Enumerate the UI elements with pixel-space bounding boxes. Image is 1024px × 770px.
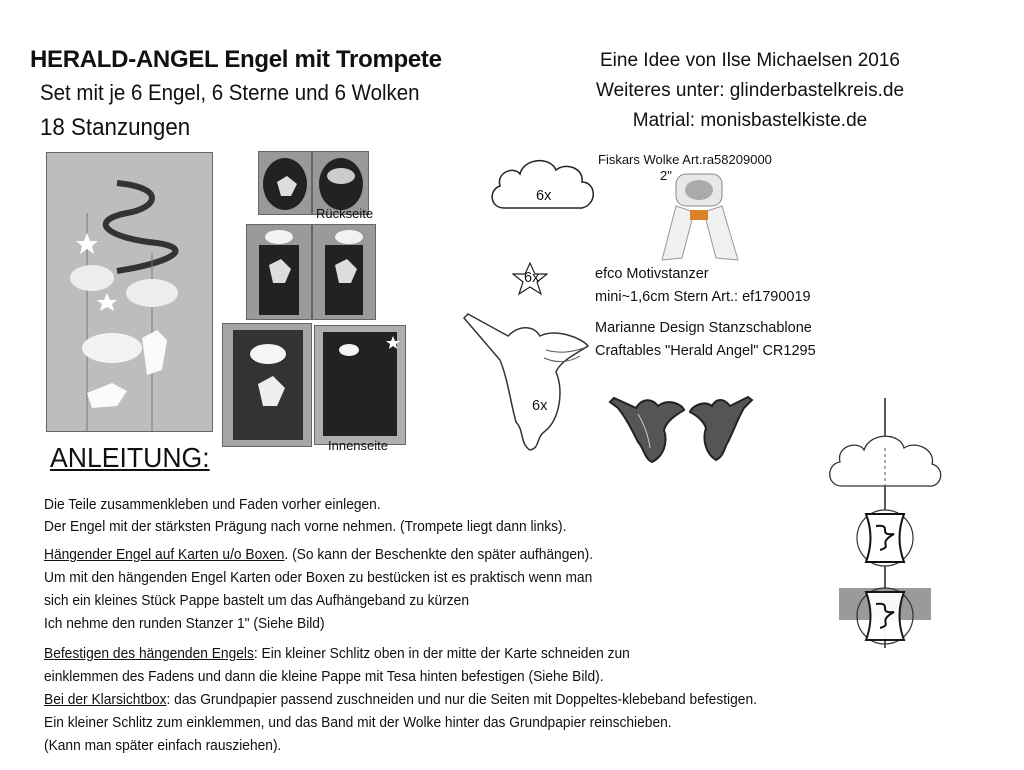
cloud-count: 6x xyxy=(536,188,552,204)
credit-material: Matrial: monisbastelkiste.de xyxy=(632,110,868,131)
instruction-p2-line2: Um mit den hängenden Engel Karten oder Boxen zu bestücken ist es praktisch wenn man xyxy=(44,570,593,586)
star-punch-article: mini~1,6cm Stern Art.: ef1790019 xyxy=(595,289,811,305)
angel-die-name: Marianne Design Stanzschablone xyxy=(595,320,812,336)
card-photo-box-right xyxy=(312,224,376,320)
cloud-punch-size: 2" xyxy=(660,168,672,183)
instruction-p4-line3: (Kann man später einfach rausziehen). xyxy=(44,738,282,754)
instruction-p4-line1 xyxy=(44,692,757,708)
angel-shape xyxy=(460,310,592,452)
instruction-p1-line1: Die Teile zusammenkleben und Faden vorher einlegen. xyxy=(44,497,381,513)
page-subtitle: Set mit je 6 Engel, 6 Sterne und 6 Wolken xyxy=(40,80,420,105)
credit-website: Weiteres unter: glinderbastelkreis.de xyxy=(595,80,905,101)
hanging-diagram xyxy=(824,398,944,658)
instruction-p3-line2: einklemmen des Fadens und dann die kleine Pappe mit Tesa hinten befestigen (Siehe Bild). xyxy=(44,669,604,685)
angel-die-large-icon xyxy=(608,378,686,464)
instruction-p4-line2: Ein kleiner Schlitz zum einklemmen, und das Band mit der Wolke hinter das Grundpapier reinschieben. xyxy=(44,715,672,731)
instruction-p2-heading: Hängender Engel auf Karten u/o Boxen xyxy=(44,547,285,563)
instruction-p3-line1 xyxy=(44,646,630,662)
credit-author: Eine Idee von Ilse Michaelsen 2016 xyxy=(600,50,900,71)
cloud-shape xyxy=(486,152,598,218)
mobile-photo xyxy=(46,152,213,432)
instruction-p4-heading: Bei der Klarsichtbox xyxy=(44,692,167,708)
instruction-p2-line1 xyxy=(44,547,593,563)
angel-die-small-icon xyxy=(686,388,754,464)
instruction-p2-line4: Ich nehme den runden Stanzer 1" (Siehe Bild) xyxy=(44,616,325,632)
instruction-p2-line3: sich ein kleines Stück Pappe bastelt um das Aufhängeband zu kürzen xyxy=(44,593,470,609)
instruction-p2-tail: . (So kann der Beschenkte den später aufhängen). xyxy=(284,547,594,563)
label-inside: Innenseite xyxy=(328,438,388,453)
card-photo-box-left xyxy=(246,224,312,320)
label-back-side: Rückseite xyxy=(316,206,374,221)
instruction-p3-heading: Befestigen des hängenden Engels xyxy=(44,646,254,662)
card-photo-front-oval xyxy=(258,151,312,215)
cloud-punch-name: Fiskars Wolke Art.ra58209000 xyxy=(598,152,772,167)
star-punch-name: efco Motivstanzer xyxy=(595,266,709,282)
page-title: HERALD-ANGEL Engel mit Trompete xyxy=(30,46,442,73)
star-count: 6x xyxy=(524,270,540,286)
angel-die-product: Craftables "Herald Angel" CR1295 xyxy=(595,343,816,359)
card-photo-front-open xyxy=(222,323,312,447)
instructions-heading: ANLEITUNG: xyxy=(50,442,210,473)
cloud-punch-icon xyxy=(654,170,744,262)
angel-count: 6x xyxy=(532,398,548,414)
instruction-p3-tail: : Ein kleiner Schlitz oben in der mitte der Karte schneiden zun xyxy=(253,646,630,662)
card-photo-inside xyxy=(314,325,406,445)
instruction-p4-tail: : das Grundpapier passend zuschneiden und nur die Seiten mit Doppeltes-klebeband befestigen. xyxy=(166,692,757,708)
instruction-p1-line2: Der Engel mit der stärksten Prägung nach vorne nehmen. (Trompete liegt dann links). xyxy=(44,519,567,535)
punch-count: 18 Stanzungen xyxy=(40,114,191,141)
